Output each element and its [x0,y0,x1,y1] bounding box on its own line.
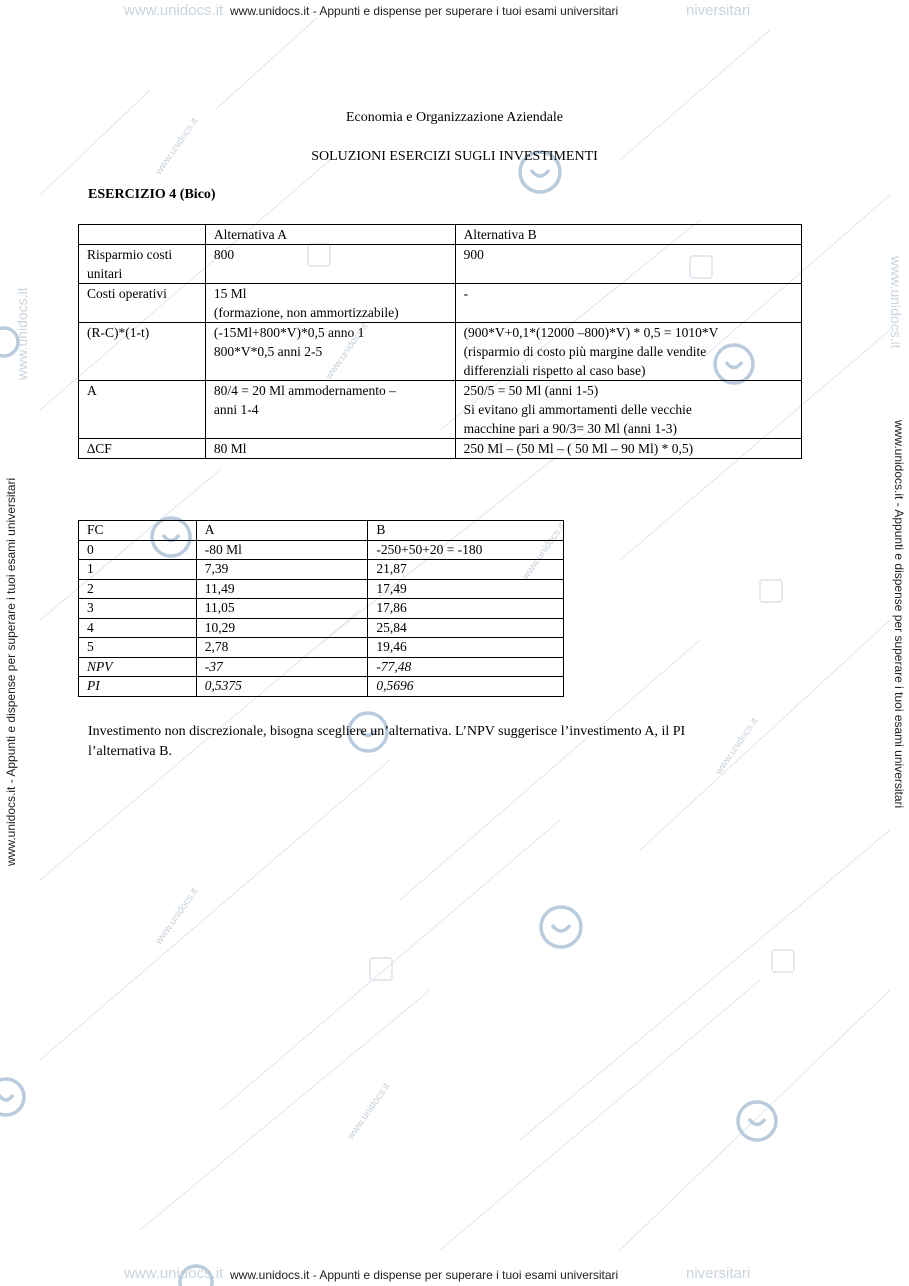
cell-alt-a: 80 Ml [205,439,455,459]
year-cell: 4 [79,618,197,638]
watermark-diag-1: www.unidocs.it [153,116,201,177]
header-cell: Alternativa A [205,225,455,245]
table-row [79,579,564,599]
exercise-heading: ESERCIZIO 4 (Bico) [88,187,216,202]
watermark-bottom-banner: www.unidocs.it - Appunti e dispense per superare i tuoi esami universitari [230,1268,619,1282]
table-row [79,323,802,381]
watermark-left-banner: www.unidocs.it - Appunti e dispense per superare i tuoi esami universitari [4,477,18,866]
watermark-top-banner: www.unidocs.it - Appunti e dispense per superare i tuoi esami universitari [230,4,619,18]
value-b-cell: 21,87 [368,560,564,580]
year-cell: 5 [79,638,197,658]
npv-row [79,657,564,677]
investment-comparison-table [78,224,802,459]
watermark-bottom-faint-right: niversitari [686,1265,751,1282]
value-b-cell: 17,49 [368,579,564,599]
table-header-row [79,521,564,541]
table-row [79,599,564,619]
header-cell: Alternativa B [455,225,801,245]
metric-a: -37 [196,657,368,677]
cell-alt-b: 250 Ml – (50 Ml – ( 50 Ml – 90 Ml) * 0,5) [455,439,801,459]
year-cell: 1 [79,560,197,580]
cell-alt-b: 250/5 = 50 Ml (anni 1-5) Si evitano gli ammortamenti delle vecchie macchine pari a 90/3= 30 Ml (anni 1-3) [455,381,801,439]
year-cell: 0 [79,540,197,560]
row-label: (R-C)*(1-t) [79,323,206,381]
table-row [79,439,802,459]
metric-label: PI [79,677,197,697]
header-cell [79,225,206,245]
cell-alt-a: 15 Ml (formazione, non ammortizzabile) [205,284,455,323]
course-title: Economia e Organizzazione Aziendale [345,110,564,125]
value-a-cell: 7,39 [196,560,368,580]
watermark-diag-3: www.unidocs.it [520,521,568,582]
conclusion-line-2: l’alternativa B. [88,744,172,759]
cell-alt-b: - [455,284,801,323]
watermark-diag-6: www.unidocs.it [345,1081,393,1142]
row-label: Risparmio costi unitari [79,245,206,284]
table-row [79,245,802,284]
conclusion-paragraph [88,722,813,762]
conclusion-line-1: Investimento non discrezionale, bisogna scegliere un’alternativa. L’NPV suggerisce l’investimento A, il PI [88,724,686,739]
table-header-row [79,225,802,245]
value-b-cell: 17,86 [368,599,564,619]
metric-b: -77,48 [368,657,564,677]
header-cell: B [368,521,564,541]
watermark-right-faint: www.unidocs.it [888,256,904,349]
row-label: Costi operativi [79,284,206,323]
metric-a: 0,5375 [196,677,368,697]
cash-flow-table [78,520,564,697]
cell-alt-a: 80/4 = 20 Ml ammodernamento – anni 1-4 [205,381,455,439]
table-row [79,381,802,439]
table-row [79,638,564,658]
table-row [79,560,564,580]
value-b-cell: -250+50+20 = -180 [368,540,564,560]
header-cell: FC [79,521,197,541]
value-a-cell: 11,49 [196,579,368,599]
watermark-diag-2: www.unidocs.it [323,321,371,382]
watermark-top-faint-right: niversitari [686,2,751,19]
table-row [79,540,564,560]
cell-alt-b: 900 [455,245,801,284]
value-b-cell: 25,84 [368,618,564,638]
watermark-top-faint-left: www.unidocs.it [124,2,224,19]
cell-alt-a: (-15Ml+800*V)*0,5 anno 1 800*V*0,5 anni 2-5 [205,323,455,381]
metric-b: 0,5696 [368,677,564,697]
cell-alt-a: 800 [205,245,455,284]
table-row [79,284,802,323]
pi-row [79,677,564,697]
watermark-diag-5: www.unidocs.it [153,886,201,947]
watermark-diag-4: www.unidocs.it [713,716,761,777]
row-label: A [79,381,206,439]
value-a-cell: 10,29 [196,618,368,638]
metric-label: NPV [79,657,197,677]
document-title: SOLUZIONI ESERCIZI SUGLI INVESTIMENTI [311,149,598,164]
value-a-cell: 2,78 [196,638,368,658]
value-b-cell: 19,46 [368,638,564,658]
year-cell: 3 [79,599,197,619]
watermark-bottom-faint-left: www.unidocs.it [124,1265,224,1282]
row-label: ∆CF [79,439,206,459]
value-a-cell: -80 Ml [196,540,368,560]
watermark-right-banner: www.unidocs.it - Appunti e dispense per superare i tuoi esami universitari [892,420,906,809]
cell-alt-b: (900*V+0,1*(12000 –800)*V) * 0,5 = 1010*V (risparmio di costo più margine dalle vendite differenziali rispetto al caso base) [455,323,801,381]
year-cell: 2 [79,579,197,599]
watermark-left-faint: www.unidocs.it [14,287,30,380]
table-row [79,618,564,638]
header-cell: A [196,521,368,541]
value-a-cell: 11,05 [196,599,368,619]
